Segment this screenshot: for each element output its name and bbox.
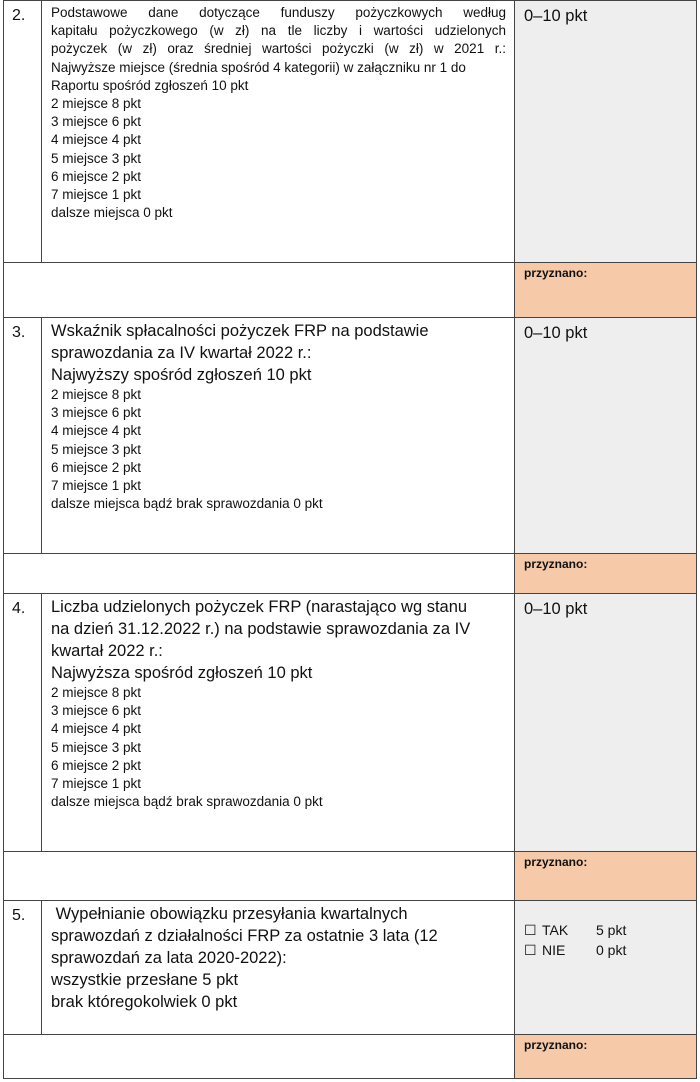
option-label: TAK: [542, 922, 569, 938]
criterion-description-cell: [41, 0, 514, 262]
criterion-row-2: [3, 0, 697, 262]
criterion-number-cell: [3, 0, 41, 262]
score-line: 3 miejsce 6 pkt: [51, 114, 142, 130]
checkbox-icon[interactable]: ☐: [524, 922, 537, 938]
score-line: dalsze miejsca bądź brak sprawozdania 0 pkt: [51, 496, 323, 512]
table-bottom-border: [3, 1078, 697, 1079]
criterion-title-line: sprawozdań za lata 2020-2022):: [51, 949, 287, 967]
criterion-title-line: Najwyższy spośród zgłoszeń 10 pkt: [51, 366, 312, 384]
criterion-title-line: kwartał 2022 r.:: [51, 642, 163, 660]
awarded-cell[interactable]: [514, 1034, 697, 1078]
awarded-blank-cell: [3, 553, 514, 593]
criterion-description-cell: [41, 900, 514, 1034]
criterion-title-line: brak któregokolwiek 0 pkt: [51, 993, 238, 1011]
criterion-number-cell: [3, 900, 41, 1034]
points-range-cell: [514, 0, 697, 262]
criterion-title-line: Wypełnianie obowiązku przesyłania kwartalnych: [51, 905, 408, 923]
score-line: 6 miejsce 2 pkt: [51, 757, 142, 773]
score-line: 2 miejsce 8 pkt: [51, 387, 142, 402]
criterion-number: 4.: [12, 600, 26, 617]
points-range-cell: [514, 593, 697, 851]
awarded-cell[interactable]: [514, 262, 697, 317]
criterion-title-line: sprawozdań z działalności FRP za ostatnie 3 lata (12: [51, 927, 438, 945]
awarded-label: przyznano:: [524, 855, 588, 869]
criterion-row-4: [3, 593, 697, 851]
score-line: 3 miejsce 6 pkt: [51, 703, 142, 719]
criterion-description-cell: [41, 593, 514, 851]
score-line: 4 miejsce 4 pkt: [51, 132, 142, 148]
score-line: 4 miejsce 4 pkt: [51, 721, 142, 737]
criterion-description-cell: [41, 317, 514, 553]
score-line: 5 miejsce 3 pkt: [51, 150, 142, 166]
option-label: NIE: [542, 942, 566, 958]
criterion-title-line: kapitału pożyczkowego (w zł) na tle liczby i wartości udzielonych: [51, 23, 506, 39]
points-range-cell: [514, 317, 697, 553]
criterion-title-line: Podstawowe dane dotyczące funduszy pożyczkowych według: [51, 5, 506, 20]
score-line: 3 miejsce 6 pkt: [51, 405, 142, 421]
criterion-row-5: [3, 900, 697, 1034]
criterion-title-line: Wskaźnik spłacalności pożyczek FRP na podstawie: [51, 322, 429, 340]
awarded-blank-cell: [3, 262, 514, 317]
points-range: 0–10 pkt: [524, 7, 588, 25]
score-line: 7 miejsce 1 pkt: [51, 187, 142, 203]
points-range: 0–10 pkt: [524, 600, 588, 618]
awarded-row-3: [3, 553, 697, 593]
criterion-title-line: pożyczek (w zł) oraz średniej wartości pożyczki (w zł) w 2021 r.:: [51, 41, 506, 57]
criterion-title-line: wszystkie przesłane 5 pkt: [51, 971, 239, 989]
score-line: 5 miejsce 3 pkt: [51, 441, 142, 457]
score-line: dalsze miejsca 0 pkt: [51, 205, 173, 221]
score-line: 7 miejsce 1 pkt: [51, 478, 142, 494]
option-nie[interactable]: [524, 942, 627, 959]
awarded-row-4: [3, 851, 697, 900]
criterion-title-line: na dzień 31.12.2022 r.) na podstawie sprawozdania za IV: [51, 620, 471, 638]
score-line: 7 miejsce 1 pkt: [51, 776, 142, 792]
criterion-title-line: Liczba udzielonych pożyczek FRP (narastająco wg stanu: [51, 598, 468, 616]
criterion-title-line: sprawozdania za IV kwartał 2022 r.:: [51, 344, 312, 362]
score-line: 2 miejsce 8 pkt: [51, 685, 142, 700]
criterion-title-line: Najwyższe miejsce (średnia spośród 4 kategorii) w załączniku nr 1 do: [51, 59, 466, 75]
points-range: 0–10 pkt: [524, 324, 588, 342]
awarded-cell[interactable]: [514, 553, 697, 593]
criterion-number: 2.: [12, 7, 26, 24]
options-cell: [514, 900, 697, 1034]
score-line: 4 miejsce 4 pkt: [51, 423, 142, 439]
score-line: 6 miejsce 2 pkt: [51, 168, 142, 184]
score-line: dalsze miejsca bądź brak sprawozdania 0 pkt: [51, 794, 323, 810]
awarded-row-5: [3, 1034, 697, 1078]
awarded-label: przyznano:: [524, 266, 588, 280]
checkbox-icon[interactable]: ☐: [524, 942, 537, 958]
option-value: 5 pkt: [596, 922, 627, 938]
awarded-label: przyznano:: [524, 1038, 588, 1052]
criterion-number: 3.: [12, 324, 26, 341]
score-line: 5 miejsce 3 pkt: [51, 739, 142, 755]
awarded-row-2: [3, 262, 697, 317]
criterion-number-cell: [3, 317, 41, 553]
awarded-label: przyznano:: [524, 557, 588, 571]
score-line: 6 miejsce 2 pkt: [51, 459, 142, 475]
awarded-cell[interactable]: [514, 851, 697, 900]
score-line: 2 miejsce 8 pkt: [51, 96, 142, 112]
awarded-blank-cell: [3, 851, 514, 900]
criterion-title-line: Raportu spośród zgłoszeń 10 pkt: [51, 77, 249, 93]
criterion-row-3: [3, 317, 697, 553]
option-tak[interactable]: [524, 922, 627, 939]
option-value: 0 pkt: [596, 942, 627, 958]
criterion-title-line: Najwyższa spośród zgłoszeń 10 pkt: [51, 664, 313, 682]
criterion-number-cell: [3, 593, 41, 851]
criterion-number: 5.: [12, 907, 26, 924]
awarded-blank-cell: [3, 1034, 514, 1078]
